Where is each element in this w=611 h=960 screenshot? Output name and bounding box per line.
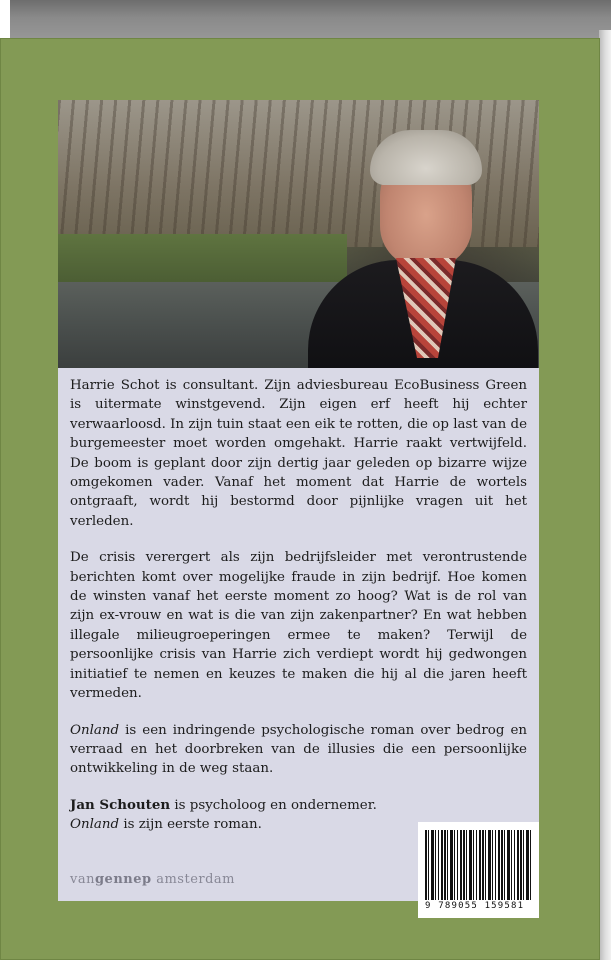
book-title: Onland [70, 722, 120, 738]
author-bio-book-title: Onland [70, 817, 120, 833]
publisher-part-2: gennep [94, 872, 152, 887]
photo-person [308, 130, 538, 368]
blurb-paragraph-1: Harrie Schot is consultant. Zijn adviesbureau EcoBusiness Green is uitermate winstgevend. Zijn eigen erf heeft hij echter verwaarloosd. In zijn tuin staat een eik te rotten, die op last van de burgemeester moet worden omgehakt. Harrie raakt vertwijfeld. De boom is geplant door zijn dertig jaar geleden op bizarre wijze omgekomen vader. Vanaf het moment dat Harrie de wortels ontgraaft, wordt hij bestormd door pijnlijke vragen uit het verleden. [70, 378, 527, 529]
blurb-paragraph-3-text: is een indringende psychologische roman over bedrog en verraad en het doorbreken van de illusies die een persoonlijke ontwikkeling in de weg staan. [70, 722, 527, 777]
author-photo [58, 100, 539, 368]
isbn-number: 9 789055 159581 [425, 901, 525, 911]
publisher-part-3: amsterdam [151, 872, 236, 887]
page-block-side [599, 30, 611, 960]
photo-grass [58, 234, 347, 282]
author-bio-line-1-text: is psycholoog en ondernemer. [170, 797, 377, 813]
isbn-barcode [418, 822, 539, 918]
blurb-paragraph-3 [70, 721, 527, 779]
publisher-logo [70, 870, 235, 889]
publisher-part-1: van [70, 872, 95, 887]
author-bio-line-1 [70, 796, 527, 815]
barcode-bars [425, 830, 531, 900]
blurb-paragraph-2: De crisis verergert als zijn bedrijfsleider met verontrustende berichten komt over mogelijke fraude in zijn bedrijf. Hoe komen de winsten vanaf het eerste moment zo hoog? Wat is de rol van zijn ex-vrouw en wat is die van zijn zakenpartner? En wat hebben illegale milieugroeperingen ermee te maken? Terwijl de persoonlijke crisis van Harrie zich verdiept wordt hij gedwongen initiatief te nemen en keuzes te maken die hij al die jaren heeft vermeden. [70, 550, 527, 702]
author-name: Jan Schouten [70, 796, 171, 813]
author-bio-line-2-text: is zijn eerste roman. [119, 817, 262, 833]
photo-hair [370, 130, 482, 185]
